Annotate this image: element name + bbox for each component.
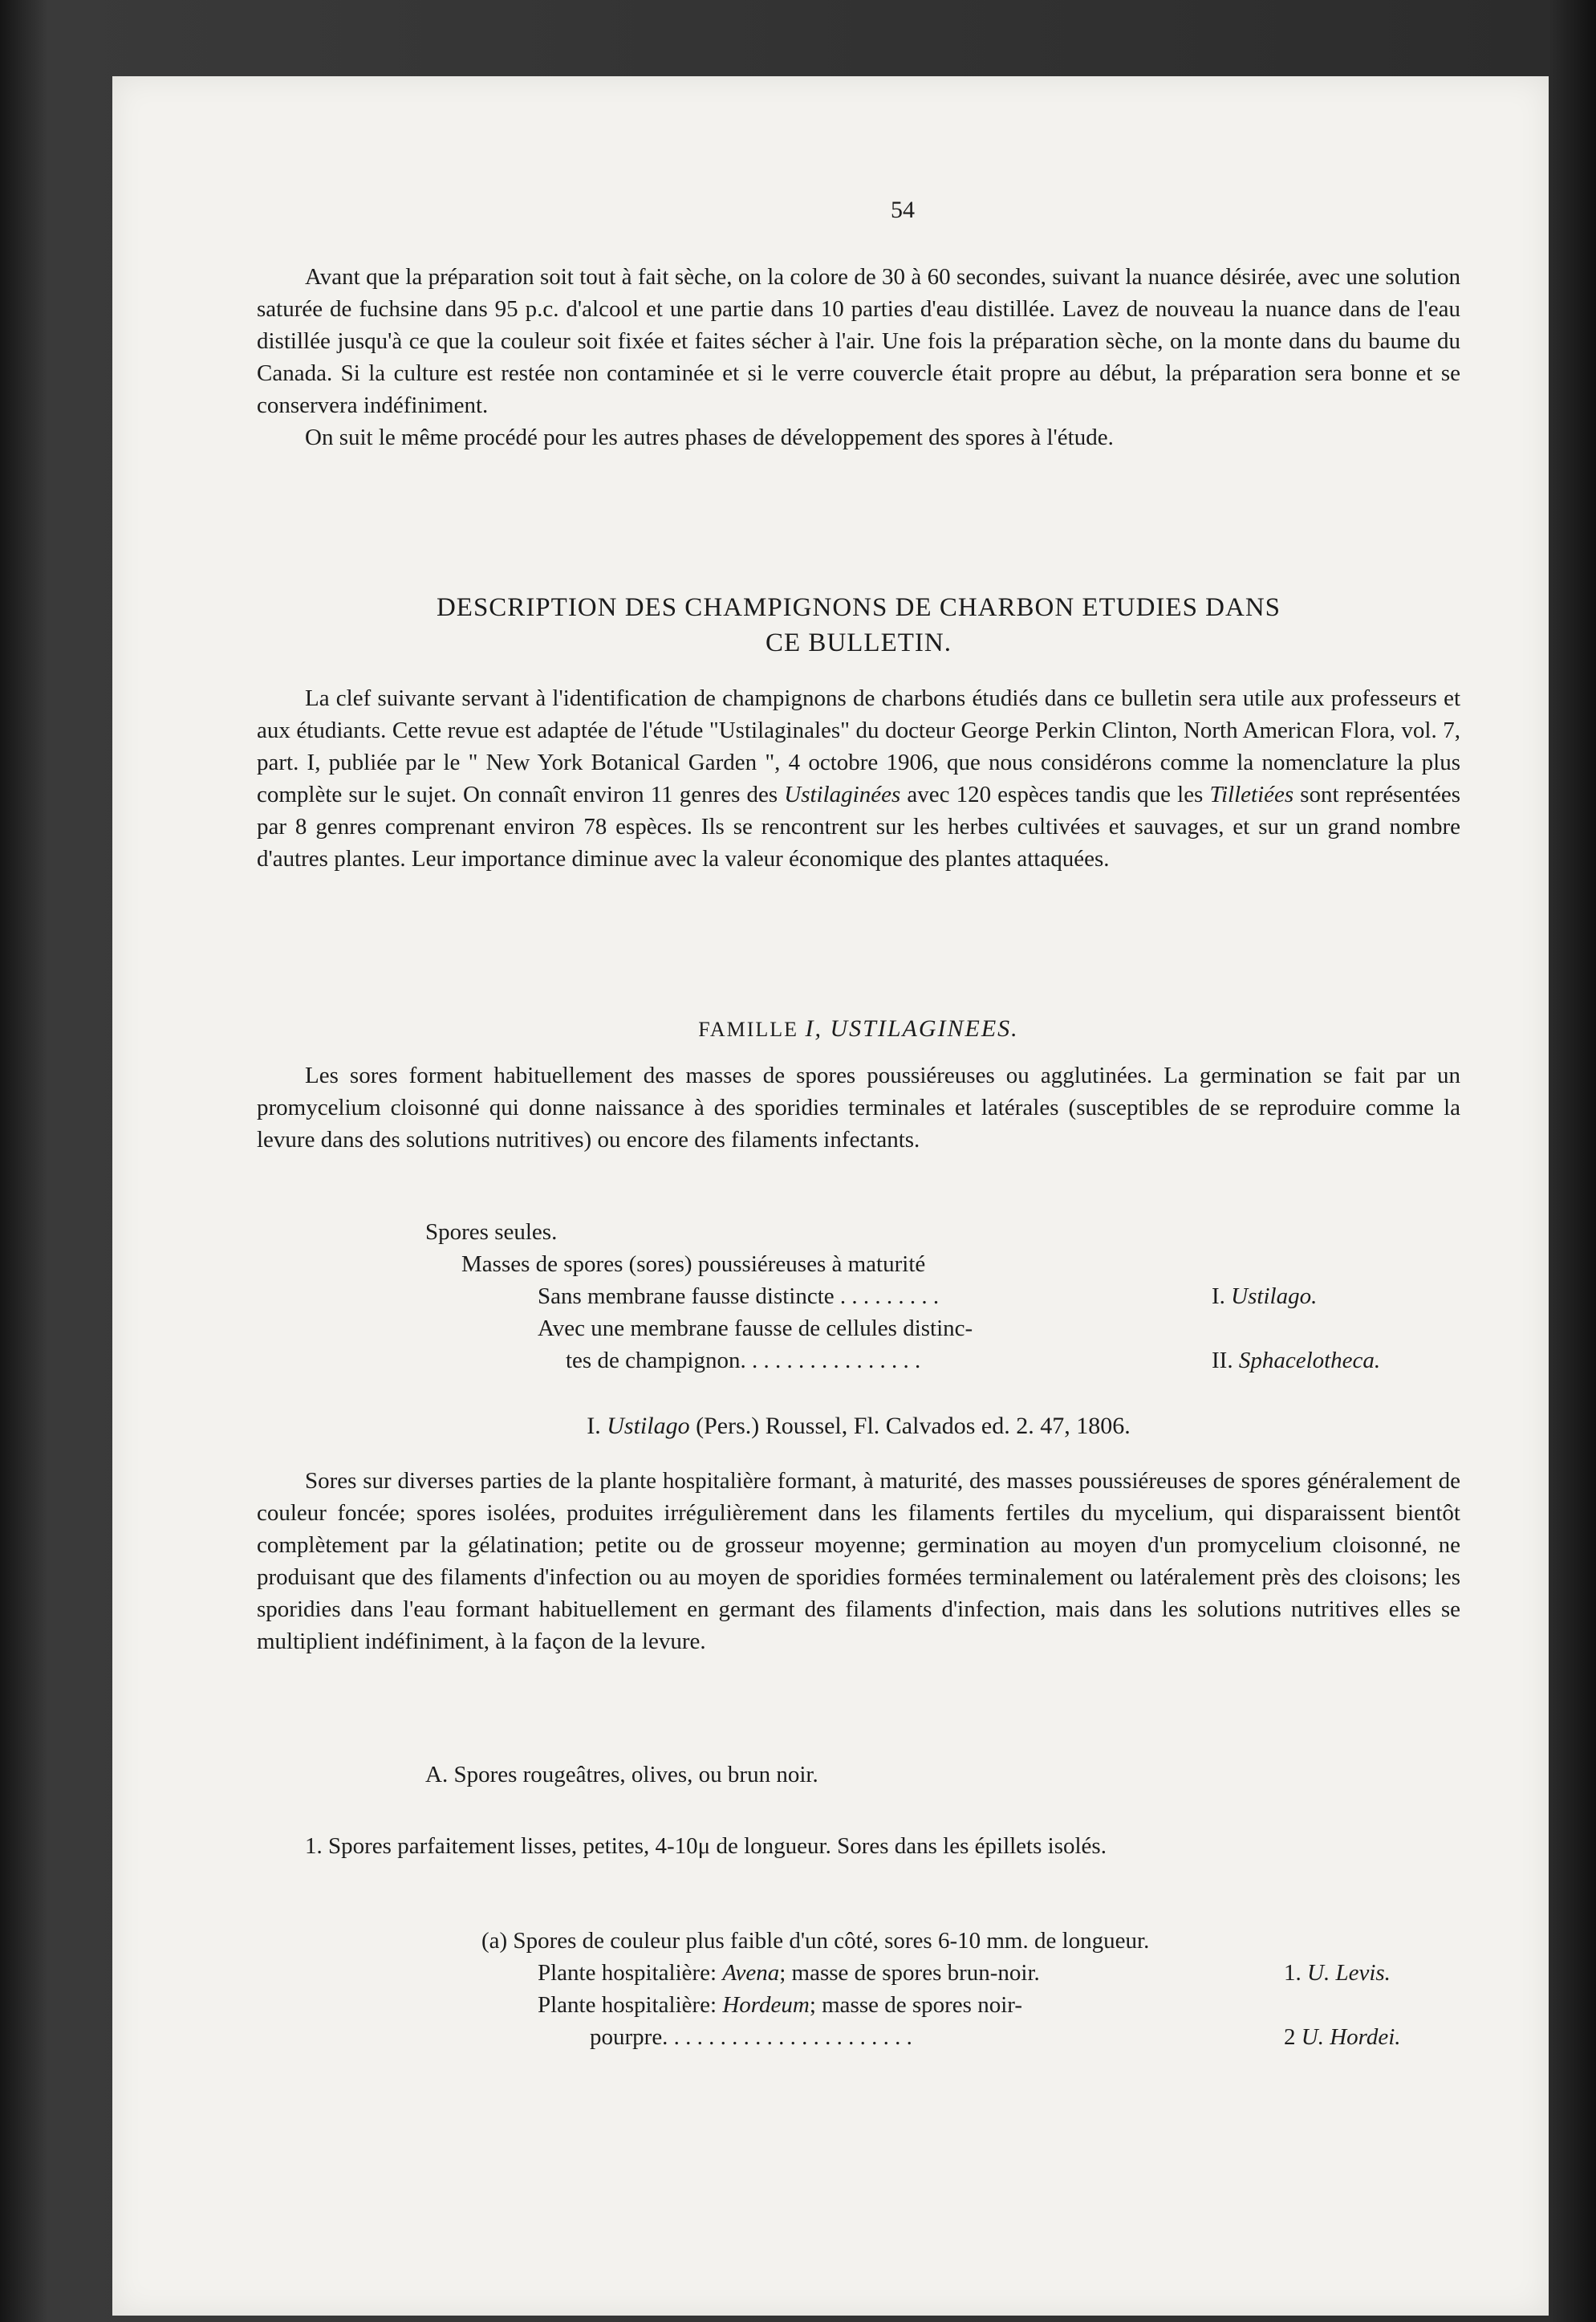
key-text: Masses de spores (sores) poussiéreuses à maturité <box>461 1251 926 1277</box>
species-key <box>257 1925 1460 2053</box>
host-rest: ; masse de spores brun-noir. <box>779 1960 1040 1986</box>
species-key-line <box>257 1925 1460 1957</box>
key-text: Spores seules. <box>425 1219 558 1245</box>
species-result <box>1284 2021 1401 2053</box>
key-line <box>257 1248 1460 1280</box>
host-label: Plante hospitalière: <box>538 1992 723 2018</box>
genus-description: Sores sur diverses parties de la plante hospitalière formant, à maturité, des masses poussiéreuses de spores généralement de couleur foncée; spores isolées, produites irrégulièrement dans les filaments fertiles du mycelium, qui disparaissent bientôt complètement par la gélatination; petite ou de grosseur moyenne; germination au moyen d'un promycelium cloisonné, ne produisant que des filaments d'infection ou au moyen de sporidies formées terminalement ou latéralement près des cloisons; les sporidies dans l'eau formant habituellement en germant des filaments d'infection, mais dans les solutions nutritives elles se multiplient indéfiniment, à la façon de la levure. <box>257 1468 1460 1654</box>
host-label: Plante hospitalière: <box>538 1960 723 1986</box>
heading-line-1: DESCRIPTION DES CHAMPIGNONS DE CHARBON ETUDIES DANS <box>436 593 1281 622</box>
key-intro-italic-2: Tilletiées <box>1209 782 1294 807</box>
page-number: 54 <box>891 197 915 223</box>
family-name: I, USTILAGINEES. <box>805 1015 1019 1042</box>
genus-author: (Pers.) Roussel, Fl. Calvados ed. 2. 47, 1806. <box>696 1413 1131 1439</box>
species-key-text: (a) Spores de couleur plus faible d'un côté, sores 6-10 mm. de longueur. <box>481 1928 1150 1954</box>
species-name: U. Levis. <box>1307 1960 1391 1986</box>
genus-description-section <box>257 1465 1460 1657</box>
key-intro-italic-1: Ustilaginées <box>784 782 901 807</box>
section-a: A. Spores rougeâtres, olives, ou brun noir. <box>425 1762 818 1787</box>
species-key-text <box>538 1989 1022 2021</box>
species-key-line <box>257 1957 1460 1989</box>
key-text: tes de champignon. . . . . . . . . . . . . . . . <box>566 1348 921 1373</box>
heading-line-2: CE BULLETIN. <box>766 628 952 657</box>
species-key-text <box>538 1957 1040 1989</box>
key-result-genus: Ustilago. <box>1231 1283 1318 1309</box>
key-line <box>257 1216 1460 1248</box>
genus-heading <box>257 1413 1460 1440</box>
sores-paragraph: Les sores forment habituellement des masses de spores poussiéreuses ou agglutinées. La germination se fait par un promycelium cloisonné qui donne naissance à des sporidies terminales et latérales (susceptibles de se reproduire comme la levure dans des solutions nutritives) ou encore des filaments infectants. <box>257 1063 1460 1153</box>
key-intro-text-2: avec 120 espèces tandis que les <box>900 782 1210 807</box>
key-result-number: II. <box>1212 1348 1233 1373</box>
key-intro-section <box>257 682 1460 875</box>
genus-name: Ustilago <box>607 1413 690 1439</box>
host-rest: ; masse de spores noir- <box>809 1992 1023 2018</box>
key-result <box>1212 1344 1380 1377</box>
key-line <box>257 1344 1460 1377</box>
identification-key <box>257 1216 1460 1377</box>
family-heading <box>257 1015 1460 1043</box>
key-text: Avec une membrane fausse de cellules distinc- <box>538 1316 973 1341</box>
intro-section <box>257 261 1460 453</box>
species-number: 2 <box>1284 2024 1296 2050</box>
key-result-number: I. <box>1212 1283 1225 1309</box>
species-key-line <box>257 2021 1460 2053</box>
genus-number: I. <box>587 1413 601 1439</box>
key-line <box>257 1312 1460 1344</box>
key-intro-paragraph <box>257 682 1460 875</box>
intro-paragraph-2: On suit le même procédé pour les autres phases de développement des spores à l'étude. <box>305 425 1114 450</box>
sores-section <box>257 1059 1460 1156</box>
key-result-genus: Sphacelotheca. <box>1238 1348 1381 1373</box>
section-1-text: 1. Spores parfaitement lisses, petites, 4-10μ de longueur. Sores dans les épillets isolés. <box>305 1833 1107 1859</box>
species-result <box>1284 1957 1391 1989</box>
key-result <box>1212 1280 1317 1312</box>
species-number: 1. <box>1284 1960 1302 1986</box>
intro-paragraph-1: Avant que la préparation soit tout à fait sèche, on la colore de 30 à 60 secondes, suivant la nuance désirée, avec une solution saturée de fuchsine dans 95 p.c. d'alcool et une partie dans 10 parties d'eau distillée. Lavez de nouveau la nuance dans de l'eau distillée jusqu'à ce que la couleur soit fixée et faites sécher à l'air. Une fois la préparation sèche, on la monte dans du baume du Canada. Si la culture est restée non contaminée et si le verre couvercle était propre au début, la préparation sera bonne et se conservera indéfiniment. <box>257 264 1460 418</box>
key-text: Sans membrane fausse distincte . . . . . . . . . <box>538 1283 940 1309</box>
section-heading <box>257 590 1460 661</box>
key-line <box>257 1280 1460 1312</box>
key-intro-text-1: La clef suivante servant à l'identification de champignons de charbons étudiés dans ce bulletin sera utile aux professeurs et aux étudiants. Cette revue est adaptée de l'étude "Ustilaginales" du docteur George Perkin Clinton, North American Flora, vol. 7, part. I, publiée par le " New York Botanical Garden ", 4 octobre 1906, que nous considérons comme la nomenclature la plus complète sur le sujet. On connaît environ 11 genres des <box>257 685 1460 807</box>
species-key-text: pourpre. . . . . . . . . . . . . . . . . . . . . . <box>590 2024 912 2050</box>
family-label: FAMILLE <box>698 1018 799 1041</box>
section-1 <box>257 1830 1460 1862</box>
species-name: U. Hordei. <box>1301 2024 1401 2050</box>
species-key-line <box>257 1989 1460 2021</box>
host-genus: Hordeum <box>722 1992 810 2018</box>
host-genus: Avena <box>722 1960 780 1986</box>
key-intro-text-3: sont représentées par 8 genres comprenant environ 78 espèces. Ils se rencontrent sur les herbes cultivées et sauvages, et sur un grand nombre d'autres plantes. Leur importance diminue avec la valeur économique des plantes attaquées. <box>257 782 1460 872</box>
